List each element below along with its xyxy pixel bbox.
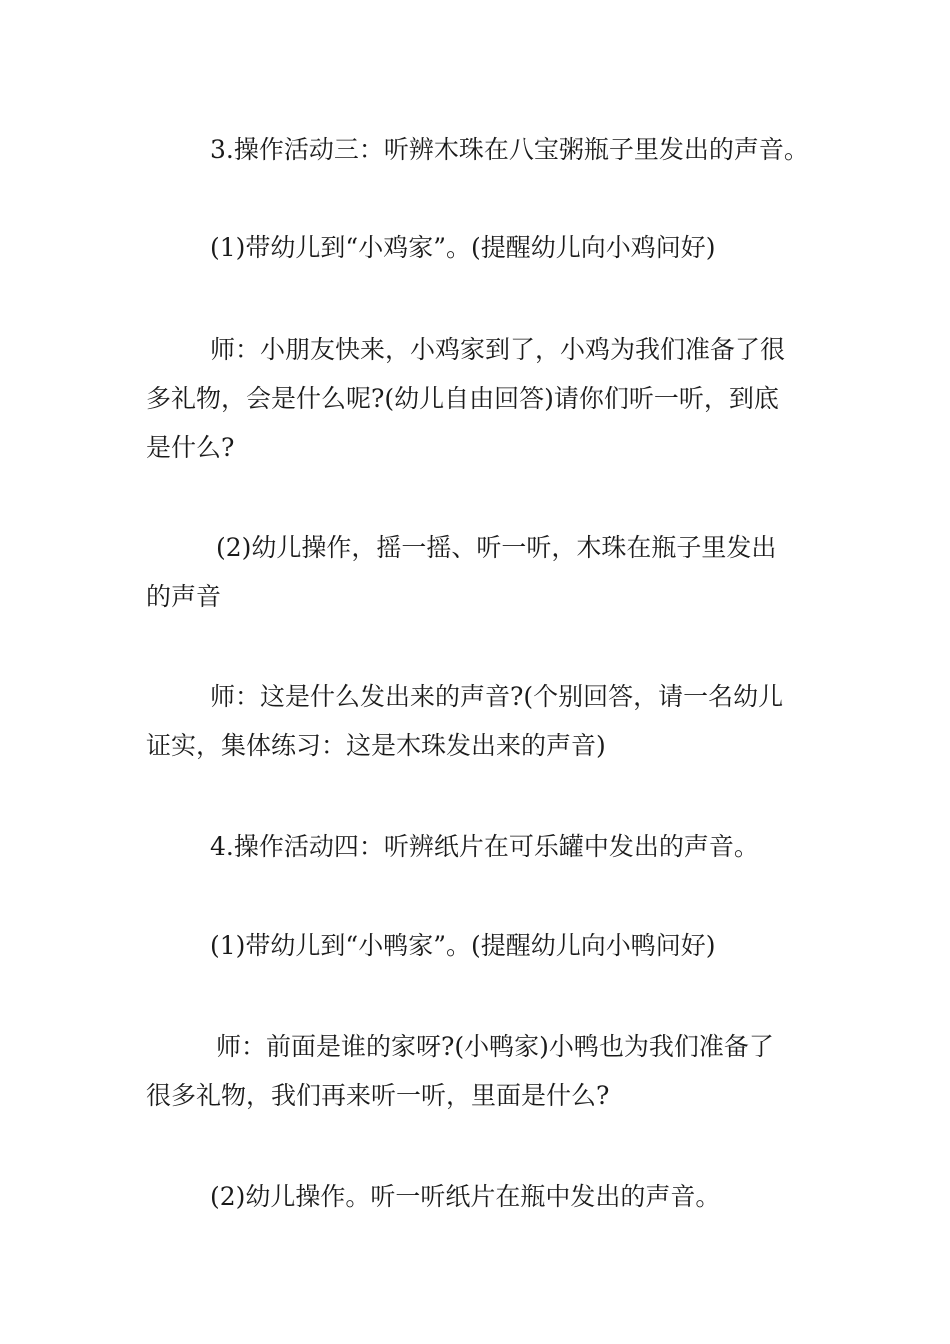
paragraph-activity-4-step-2: (2)幼儿操作。听一听纸片在瓶中发出的声音。	[210, 1182, 721, 1211]
paragraph-teacher-line-1-end: 是什么?	[146, 433, 235, 462]
paragraph-activity-3-step-2: (2)幼儿操作，摇一摇、听一听，木珠在瓶子里发出	[216, 533, 777, 562]
paragraph-teacher-line-3-cont: 很多礼物，我们再来听一听，里面是什么?	[146, 1081, 610, 1110]
paragraph-activity-4-title: 4.操作活动四：听辨纸片在可乐罐中发出的声音。	[210, 832, 759, 861]
paragraph-teacher-line-2-cont: 证实，集体练习：这是木珠发出来的声音)	[146, 731, 606, 760]
paragraph-teacher-line-1-cont: 多礼物，会是什么呢?(幼儿自由回答)请你们听一听，到底	[146, 384, 779, 413]
paragraph-activity-4-step-1: (1)带幼儿到“小鸭家”。(提醒幼儿向小鸭问好)	[210, 931, 716, 960]
paragraph-activity-3-title: 3.操作活动三：听辨木珠在八宝粥瓶子里发出的声音。	[210, 135, 809, 164]
paragraph-teacher-line-2: 师：这是什么发出来的声音?(个别回答，请一名幼儿	[210, 682, 784, 711]
paragraph-activity-3-step-2-cont: 的声音	[146, 582, 222, 611]
paragraph-teacher-line-1: 师：小朋友快来，小鸡家到了，小鸡为我们准备了很	[210, 335, 786, 364]
paragraph-activity-3-step-1: (1)带幼儿到“小鸡家”。(提醒幼儿向小鸡问好)	[210, 233, 716, 262]
paragraph-teacher-line-3: 师：前面是谁的家呀?(小鸭家)小鸭也为我们准备了	[216, 1032, 774, 1061]
